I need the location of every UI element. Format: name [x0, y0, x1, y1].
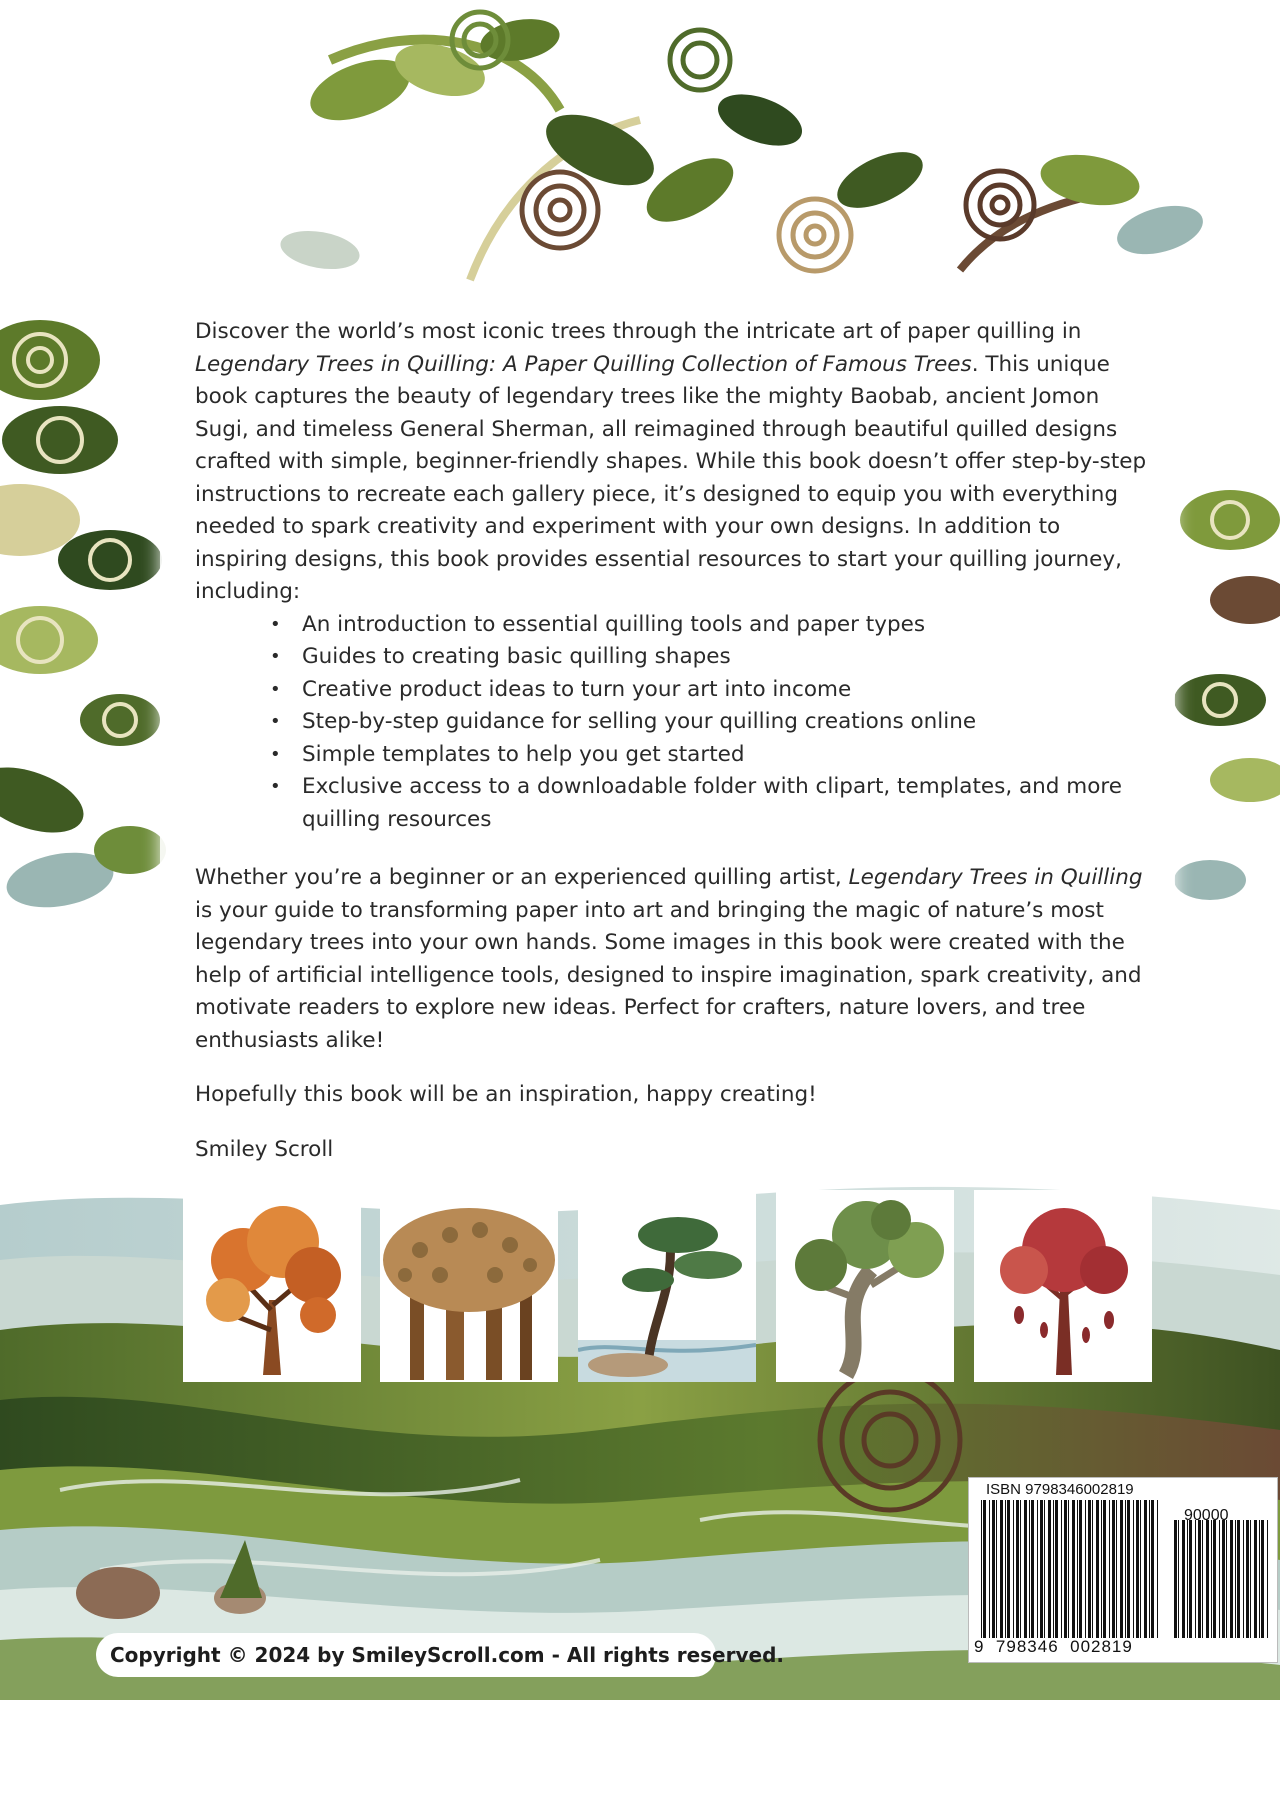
- barcode-bar: [1140, 1500, 1141, 1638]
- barcode-bar: [1226, 1520, 1227, 1638]
- barcode-bar: [1222, 1520, 1225, 1638]
- barcode-bar: [1064, 1500, 1067, 1638]
- left-foliage: [0, 320, 166, 915]
- coastal-pine-thumbnail: [578, 1190, 756, 1382]
- barcode-bar: [1133, 1500, 1134, 1638]
- barcode-bar: [1007, 1500, 1010, 1638]
- barcode-bar: [1068, 1500, 1069, 1638]
- barcode-bar: [1136, 1500, 1139, 1638]
- bonsai-tree-thumbnail: [776, 1190, 954, 1382]
- list-item: • Creative product ideas to turn your art into income: [302, 674, 1155, 707]
- barcode-bar: [983, 1500, 986, 1638]
- list-item: • Step-by-step guidance for selling your quilling creations online: [302, 706, 1155, 739]
- barcode-digits: 9 798346 002819: [974, 1637, 1133, 1656]
- barcode-bar: [1005, 1500, 1006, 1638]
- barcode-bar: [1085, 1500, 1086, 1638]
- barcode-bar: [1013, 1500, 1014, 1638]
- barcode-bar: [1053, 1500, 1054, 1638]
- barcode-bar: [1237, 1520, 1240, 1638]
- right-foliage: [1174, 490, 1280, 900]
- barcode-bar: [1040, 1500, 1043, 1638]
- autumn-oak-thumbnail: [183, 1190, 361, 1382]
- isbn-label: ISBN 9798346002819: [986, 1481, 1134, 1498]
- barcode-bar: [1125, 1500, 1126, 1638]
- barcode-bar: [1174, 1520, 1177, 1638]
- barcode-bar: [1213, 1520, 1216, 1638]
- barcode-bar: [1261, 1520, 1264, 1638]
- barcode-bar: [1211, 1520, 1212, 1638]
- barcode-bar: [1267, 1520, 1268, 1638]
- barcode-bar: [1195, 1520, 1196, 1638]
- barcode-bar: [1031, 1500, 1034, 1638]
- list-item: • Simple templates to help you get started: [302, 739, 1155, 772]
- intro-text-end: . This unique book captures the beauty of legendary trees like the mighty Baobab, ancient Jomon Sugi, and timeless General Sherman, all reimagined through beautiful quilled designs crafted with simple, beginner-friendly shapes. While this book doesn’t offer step-by-step instructions to recreate each gallery piece, it’s designed to equip you with everything needed to spark creativity and experiment with your own designs. In addition to inspiring designs, this book provides essential resources to start your quilling journey, including:: [195, 351, 1147, 604]
- barcode-bar: [1116, 1500, 1117, 1638]
- barcode-bar: [1259, 1520, 1260, 1638]
- barcode-bar: [1246, 1520, 1249, 1638]
- barcode-bar: [1235, 1520, 1236, 1638]
- list-item: • An introduction to essential quilling tools and paper types: [302, 609, 1155, 642]
- barcode-bar: [996, 1500, 997, 1638]
- closing-book-title: Legendary Trees in Quilling: [848, 865, 1143, 890]
- barcode-bar: [1144, 1500, 1147, 1638]
- barcode-bar: [1243, 1520, 1244, 1638]
- top-foliage: [277, 12, 1208, 280]
- price-code: 90000: [1184, 1507, 1229, 1524]
- barcode-bar: [1219, 1520, 1220, 1638]
- barcode-bar: [1024, 1500, 1027, 1638]
- barcode-bar: [1103, 1500, 1106, 1638]
- barcode-bar: [1151, 1500, 1154, 1638]
- isbn-barcode-box: [968, 1477, 1278, 1663]
- barcode-bar: [1044, 1500, 1045, 1638]
- author-signature: Smiley Scroll: [195, 1136, 334, 1162]
- barcode-bar: [1109, 1500, 1110, 1638]
- barcode-bar: [1250, 1520, 1251, 1638]
- barcode-bar: [981, 1500, 982, 1638]
- barcode-bar: [1016, 1500, 1019, 1638]
- barcode-bar: [1048, 1500, 1051, 1638]
- barcode-bar: [992, 1500, 995, 1638]
- barcode-bar: [1187, 1520, 1188, 1638]
- barcode-bar: [1198, 1520, 1201, 1638]
- intro-text-start: Discover the world’s most iconic trees through the intricate art of paper quilling in: [195, 319, 1082, 344]
- barcode-bar: [1061, 1500, 1062, 1638]
- barcode-bar: [1101, 1500, 1102, 1638]
- sign-off-line: Hopefully this book will be an inspiration, happy creating!: [195, 1082, 817, 1107]
- barcode-bar: [1112, 1500, 1115, 1638]
- barcode-bar: [1020, 1500, 1021, 1638]
- barcode-bar: [1029, 1500, 1030, 1638]
- resource-list: [195, 609, 1155, 837]
- closing-text-start: Whether you’re a beginner or an experienced quilling artist,: [195, 865, 849, 890]
- list-item: • Guides to creating basic quilling shapes: [302, 641, 1155, 674]
- copyright-notice: Copyright © 2024 by SmileyScroll.com - All rights reserved.: [110, 1643, 784, 1667]
- barcode-bar: [1055, 1500, 1058, 1638]
- barcode-bar: [1037, 1500, 1038, 1638]
- list-item: • Exclusive access to a downloadable folder with clipart, templates, and more quilling resources: [302, 771, 1155, 836]
- book-title: Legendary Trees in Quilling: A Paper Quilling Collection of Famous Trees: [195, 351, 972, 377]
- barcode-bar: [1182, 1520, 1185, 1638]
- barcode-bar: [1202, 1520, 1203, 1638]
- baobab-grove-thumbnail: [380, 1190, 558, 1382]
- barcode-bar: [1157, 1500, 1158, 1638]
- closing-text-end: is your guide to transforming paper into art and bringing the magic of nature’s most legendary trees into your own hands. Some images in this book were created with the help of artificial intelligence tools, designed to inspire imagination, spark creativity, and motivate readers to explore new ideas. Perfect for crafters, nature lovers, and tree enthusiasts alike!: [195, 897, 1142, 1053]
- barcode-bar: [989, 1500, 990, 1638]
- barcode-bar: [1206, 1520, 1209, 1638]
- barcode-bar: [1120, 1500, 1123, 1638]
- red-leaf-tree-thumbnail: [974, 1190, 1152, 1382]
- closing-paragraph: [195, 862, 1155, 1057]
- barcode-bar: [1149, 1500, 1150, 1638]
- barcode-bar: [1072, 1500, 1075, 1638]
- barcode-bar: [1096, 1500, 1099, 1638]
- book-description: [195, 316, 1155, 1166]
- barcode-bar: [1077, 1500, 1078, 1638]
- intro-paragraph: [195, 316, 1155, 609]
- barcode-bar: [1254, 1520, 1257, 1638]
- barcode-bar: [1079, 1500, 1082, 1638]
- barcode-bar: [1000, 1500, 1003, 1638]
- barcode-bar: [1189, 1520, 1192, 1638]
- barcode-bar: [1127, 1500, 1130, 1638]
- barcode-bar: [1088, 1500, 1091, 1638]
- barcode-bar: [1230, 1520, 1233, 1638]
- barcode-bar: [1092, 1500, 1093, 1638]
- barcode-bar: [1178, 1520, 1179, 1638]
